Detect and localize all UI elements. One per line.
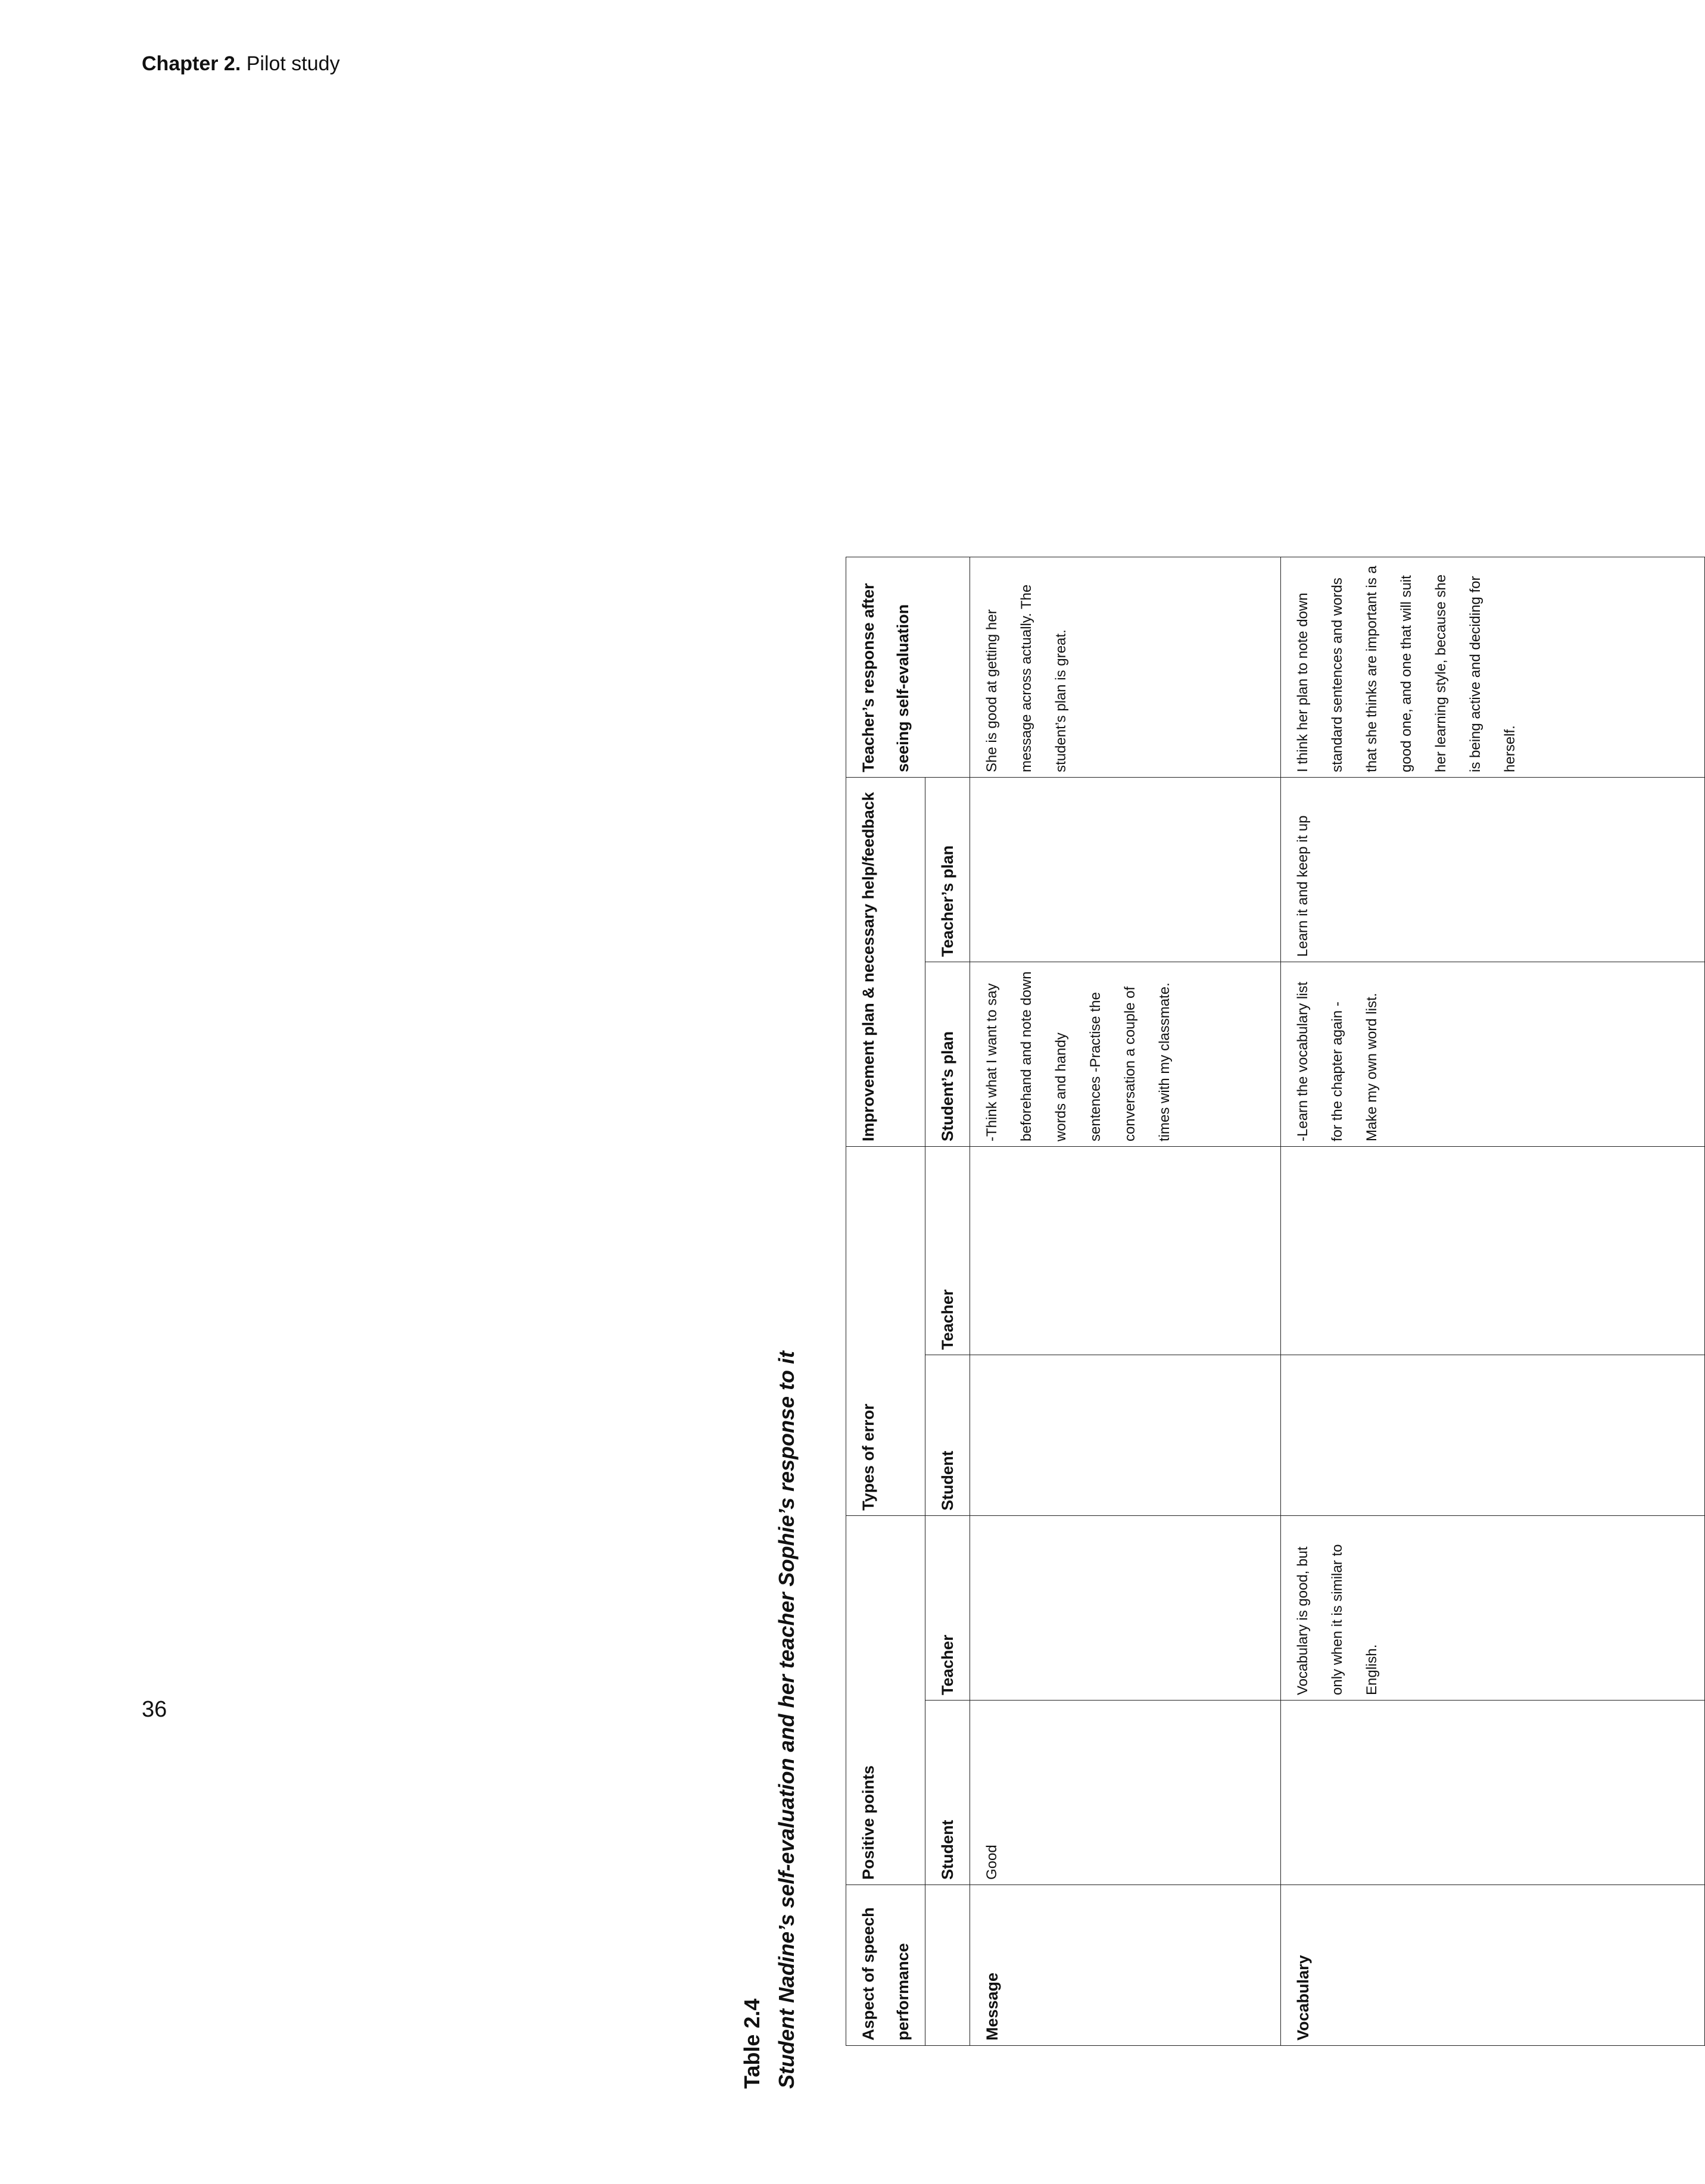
table-caption: Student Nadine’s self-evaluation and her teacher Sophie’s response to it [774,1351,799,2089]
header-aspect: Aspect of speech performance [846,1885,925,2046]
row-positive-teacher: Vocabulary is good, but only when it is similar to English. [1281,1515,1705,1700]
subheader-error-teacher: Teacher [925,1146,970,1355]
page-number: 36 [142,1697,167,1722]
header-teacher-response: Teacher’s response after seeing self-evaluation [846,557,970,777]
table-label: Table 2.4 [740,1998,764,2089]
row-teacher-response: She is good at getting her message across actually. The student’s plan is great. [970,557,1281,777]
table-row [970,557,1281,2045]
row-error-student [1281,1355,1705,1515]
running-header [142,52,340,76]
row-error-teacher [1281,1146,1705,1355]
subheader-error-student: Student [925,1355,970,1515]
row-improvement-teacher [970,777,1281,962]
row-error-student [970,1355,1281,1515]
rotated-table-block [734,445,1692,2184]
row-improvement-student: -Think what I want to say beforehand and note down words and handy sentences -Practise the conversation a couple of times with my classmate. [970,962,1281,1146]
row-improvement-student: -Learn the vocabulary list for the chapter again -Make my own word list. [1281,962,1705,1146]
subheader-improvement-student: Student’s plan [925,962,970,1146]
chapter-number: Chapter 2. [142,52,241,75]
row-improvement-teacher: Learn it and keep it up [1281,777,1705,962]
table-row [1281,557,1705,2045]
header-improvement-plan: Improvement plan & necessary help/feedback [846,777,925,1146]
chapter-title: Pilot study [246,52,340,75]
header-positive-points: Positive points [846,1515,925,1885]
row-positive-student: Good [970,1701,1281,1885]
subheader-positive-teacher: Teacher [925,1515,970,1700]
evaluation-table [846,557,1705,2046]
row-error-teacher [970,1146,1281,1355]
subheader-aspect-empty [925,1885,970,2046]
header-types-of-error: Types of error [846,1146,925,1515]
row-positive-teacher [970,1515,1281,1700]
row-aspect: Vocabulary [1281,1885,1705,2046]
row-aspect: Message [970,1885,1281,2046]
subheader-positive-student: Student [925,1701,970,1885]
row-teacher-response: I think her plan to note down standard sentences and words that she thinks are important is a good one, and one that will suit her learning style, because she is being active and deciding for herself. [1281,557,1705,777]
row-positive-student [1281,1701,1705,1885]
subheader-improvement-teacher: Teacher’s plan [925,777,970,962]
